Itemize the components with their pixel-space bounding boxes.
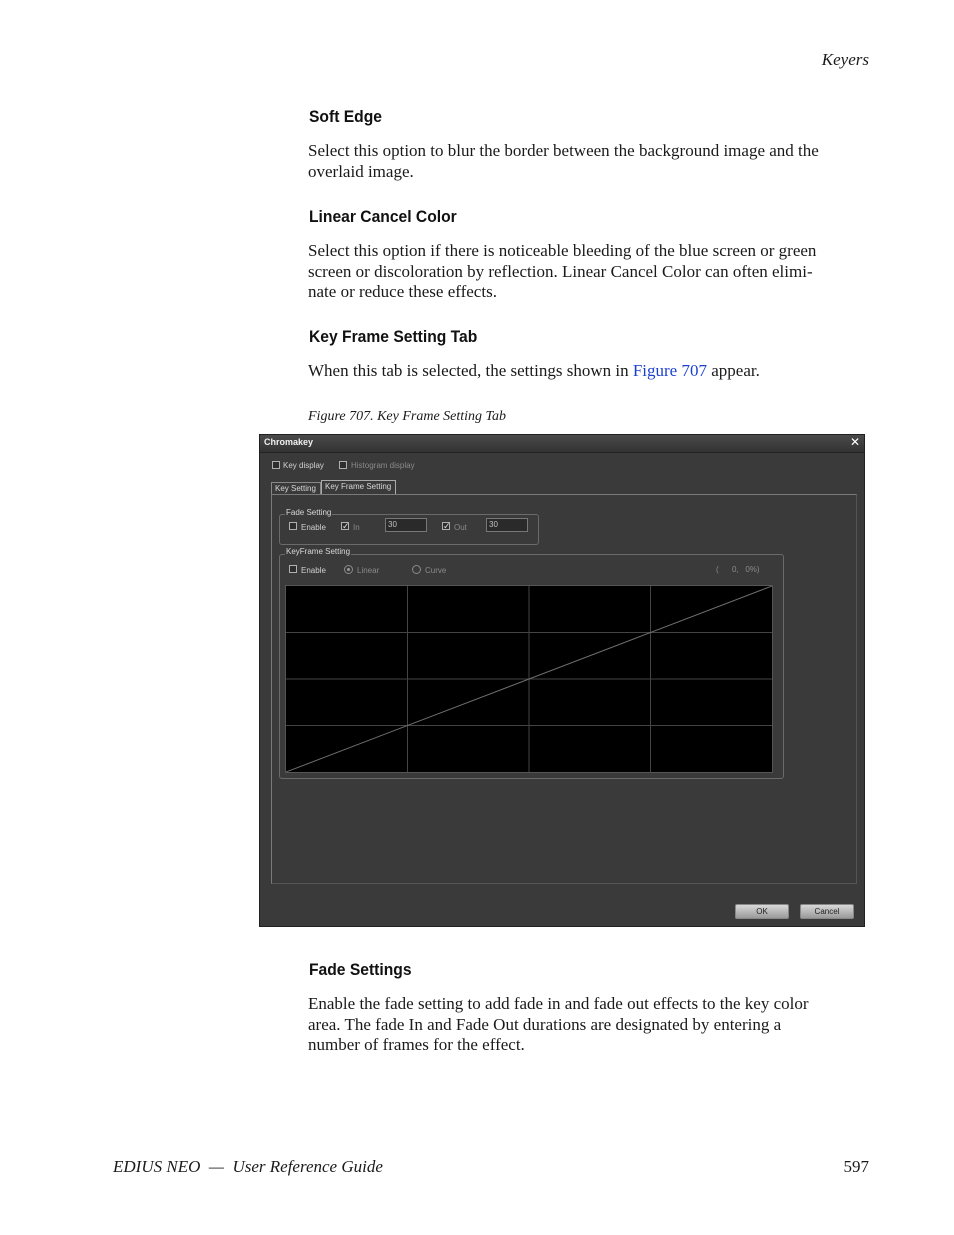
figure-caption: Figure 707. Key Frame Setting Tab <box>308 409 507 424</box>
fade-in-checkbox[interactable] <box>341 522 349 530</box>
cancel-button[interactable]: Cancel <box>800 904 854 919</box>
heading-key-frame-setting-tab: Key Frame Setting Tab <box>309 327 478 346</box>
text-line: Select this option if there is noticeable bleeding of the blue screen or green <box>308 241 817 260</box>
fade-in-label: In <box>353 523 360 532</box>
footer-title: EDIUS NEO — User Reference Guide <box>113 1157 383 1176</box>
keyframe-readout: ( 0, 0%) <box>716 565 760 574</box>
paragraph-fade-settings <box>308 994 870 1056</box>
intro-text: When this tab is selected, the settings shown in <box>308 361 633 380</box>
heading-linear-cancel-color: Linear Cancel Color <box>309 207 457 226</box>
text-line: overlaid image. <box>308 161 414 181</box>
keyframe-graph-svg <box>286 586 772 772</box>
histogram-display-checkbox[interactable] <box>339 461 347 469</box>
fade-enable-checkbox[interactable] <box>289 522 297 530</box>
dialog-title: Chromakey <box>264 437 314 447</box>
paragraph-linear-cancel-color <box>308 241 870 303</box>
chromakey-dialog <box>259 434 865 927</box>
curve-label: Curve <box>425 566 447 575</box>
tab-label: Key Frame Setting <box>325 482 392 491</box>
ok-button[interactable]: OK <box>735 904 789 919</box>
fade-out-checkbox[interactable] <box>442 522 450 530</box>
text-line: Enable the fade setting to add fade in and fade out effects to the key color <box>308 994 809 1013</box>
key-display-checkbox[interactable] <box>272 461 280 469</box>
dialog-title-bar <box>260 435 864 453</box>
fade-out-input[interactable]: 30 <box>486 518 528 532</box>
close-icon[interactable]: ✕ <box>849 435 860 449</box>
text-line: number of frames for the effect. <box>308 1035 525 1054</box>
running-head: Keyers <box>821 50 869 69</box>
linear-label: Linear <box>357 566 380 575</box>
heading-fade-settings: Fade Settings <box>309 960 412 979</box>
keyframe-enable-checkbox[interactable] <box>289 565 297 573</box>
fade-enable-label: Enable <box>301 523 326 532</box>
histogram-display-label: Histogram display <box>351 461 415 470</box>
tab-label: Key Setting <box>275 484 316 493</box>
keyframe-setting-label: KeyFrame Setting <box>286 547 351 556</box>
text-line: area. The fade In and Fade Out durations are designated by entering a <box>308 1014 782 1034</box>
radio-selected-dot <box>347 568 350 571</box>
fade-in-input[interactable]: 30 <box>385 518 427 532</box>
tab-key-frame-setting[interactable] <box>321 480 396 495</box>
text-line: nate or reduce these effects. <box>308 282 497 301</box>
keyframe-graph[interactable] <box>285 585 773 773</box>
page-number: 597 <box>843 1157 869 1176</box>
paragraph-soft-edge <box>308 141 870 182</box>
text-line: screen or discoloration by reflection. Linear Cancel Color can often elimi- <box>308 261 813 281</box>
figure-link[interactable]: Figure 707 <box>632 361 707 380</box>
fade-setting-label: Fade Setting <box>286 508 332 517</box>
key-display-label: Key display <box>283 461 324 470</box>
intro-text-end: appear. <box>706 361 760 380</box>
curve-radio[interactable] <box>412 565 421 574</box>
keyframe-enable-label: Enable <box>301 566 326 575</box>
fade-out-label: Out <box>454 523 467 532</box>
paragraph-key-frame-intro <box>308 361 870 382</box>
text-line: Select this option to blur the border between the background image and the <box>308 141 819 160</box>
heading-soft-edge: Soft Edge <box>309 107 382 126</box>
check-icon: ✓ <box>443 521 451 531</box>
check-icon: ✓ <box>342 521 350 531</box>
linear-radio[interactable] <box>344 565 353 574</box>
